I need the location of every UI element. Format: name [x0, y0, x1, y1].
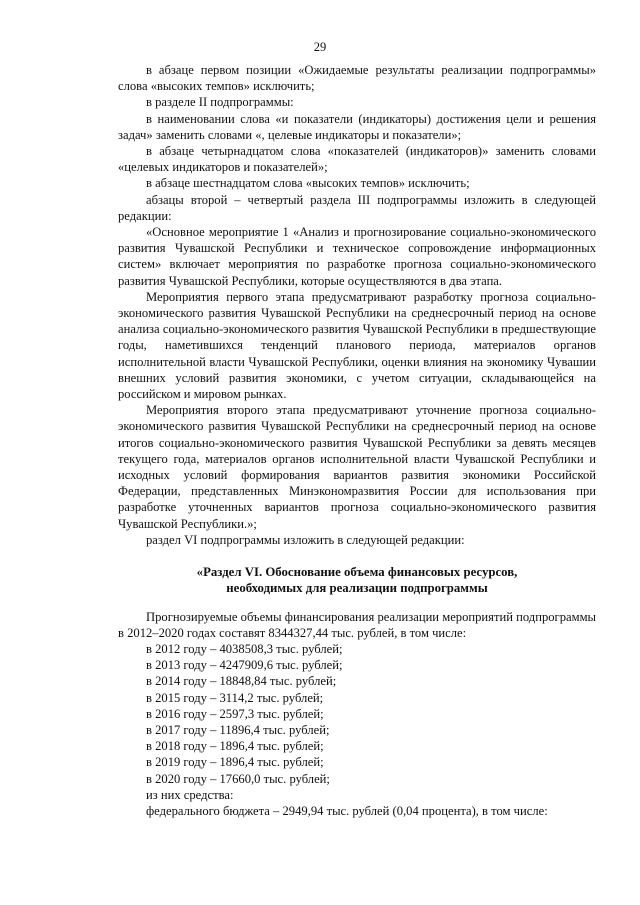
paragraph: в разделе II подпрограммы: [146, 95, 294, 110]
paragraph: в абзаце первом позиции «Ожидаемые результаты реализации подпрограммы» слова «высоких темпов» исключить; [118, 63, 596, 94]
year-amount-line: в 2019 году – 1896,4 тыс. рублей; [146, 755, 324, 770]
year-amount-line: в 2017 году – 11896,4 тыс. рублей; [146, 722, 330, 737]
sources-label: из них средства: [146, 787, 234, 802]
paragraph: в наименовании слова «и показатели (индикаторы) достижения цели и решения задач» заменить словами «, целевые индикаторы и показатели»; [118, 111, 596, 142]
year-amount-line: в 2018 году – 1896,4 тыс. рублей; [146, 739, 324, 754]
federal-budget-line: федерального бюджета – 2949,94 тыс. рублей (0,04 процента), в том числе: [146, 803, 548, 818]
paragraph: Мероприятия второго этапа предусматривают уточнение прогноза социально-экономического развития Чувашской Республики на среднесрочный период на основе итогов социально-экономического развития Чувашской Республики за девять месяцев текущего года, материалов органов исполнительной власти Чувашской Республики и исходных условий формирования вариантов развития экономики Российской Федерации, представленных Минэкономразвития России для использования при разработке уточненных вариантов прогноза социально-экономического развития Чувашской Республики.»; [118, 403, 596, 531]
paragraph: Мероприятия первого этапа предусматривают разработку прогноза социально-экономического развития Чувашской Республики на среднесрочный период на основе анализа социально-экономического развития Чувашской Республики в предшествующие годы, наметившихся тенденций планового периода, материалов органов исполнительной власти Чувашской Республики, оценки влияния на экономику Чувашии внешних условий развития экономики, с учетом ситуации, складывающейся на российском и мировом рынках. [118, 289, 596, 402]
section-heading-line-2: необходимых для реализации подпрограммы [226, 581, 488, 596]
section-heading-line-1: «Раздел VI. Обоснование объема финансовых ресурсов, [196, 565, 518, 580]
page-number: 29 [313, 40, 327, 54]
year-amount-line: в 2015 году – 3114,2 тыс. рублей; [146, 690, 324, 705]
document-body [118, 62, 596, 819]
intro-paragraph: Прогнозируемые объемы финансирования реализации мероприятий подпрограммы в 2012–2020 годах составят 8344327,44 тыс. рублей, в том числе: [118, 609, 596, 640]
paragraph: в абзаце четырнадцатом слова «показателей (индикаторов)» заменить словами «целевых индикаторов и показателей»; [118, 144, 596, 175]
year-amount-line: в 2020 году – 17660,0 тыс. рублей; [146, 771, 330, 786]
paragraph: раздел VI подпрограммы изложить в следующей редакции: [146, 532, 465, 547]
year-amount-line: в 2012 году – 4038508,3 тыс. рублей; [146, 641, 343, 656]
paragraph: «Основное мероприятие 1 «Анализ и прогнозирование социально-экономического развития Чувашской Республики и техническое сопровождение информационных систем» включает мероприятия по разработке прогноза социально-экономического развития Чувашской Республики, которые осуществляются в два этапа. [118, 225, 596, 288]
paragraph: в абзаце шестнадцатом слова «высоких темпов» исключить; [146, 176, 470, 191]
year-amount-line: в 2014 году – 18848,84 тыс. рублей; [146, 674, 337, 689]
section-heading [118, 564, 596, 596]
year-amount-line: в 2013 году – 4247909,6 тыс. рублей; [146, 658, 343, 673]
year-amount-line: в 2016 году – 2597,3 тыс. рублей; [146, 706, 324, 721]
paragraph: абзацы второй – четвертый раздела III подпрограммы изложить в следующей редакции: [118, 192, 596, 223]
